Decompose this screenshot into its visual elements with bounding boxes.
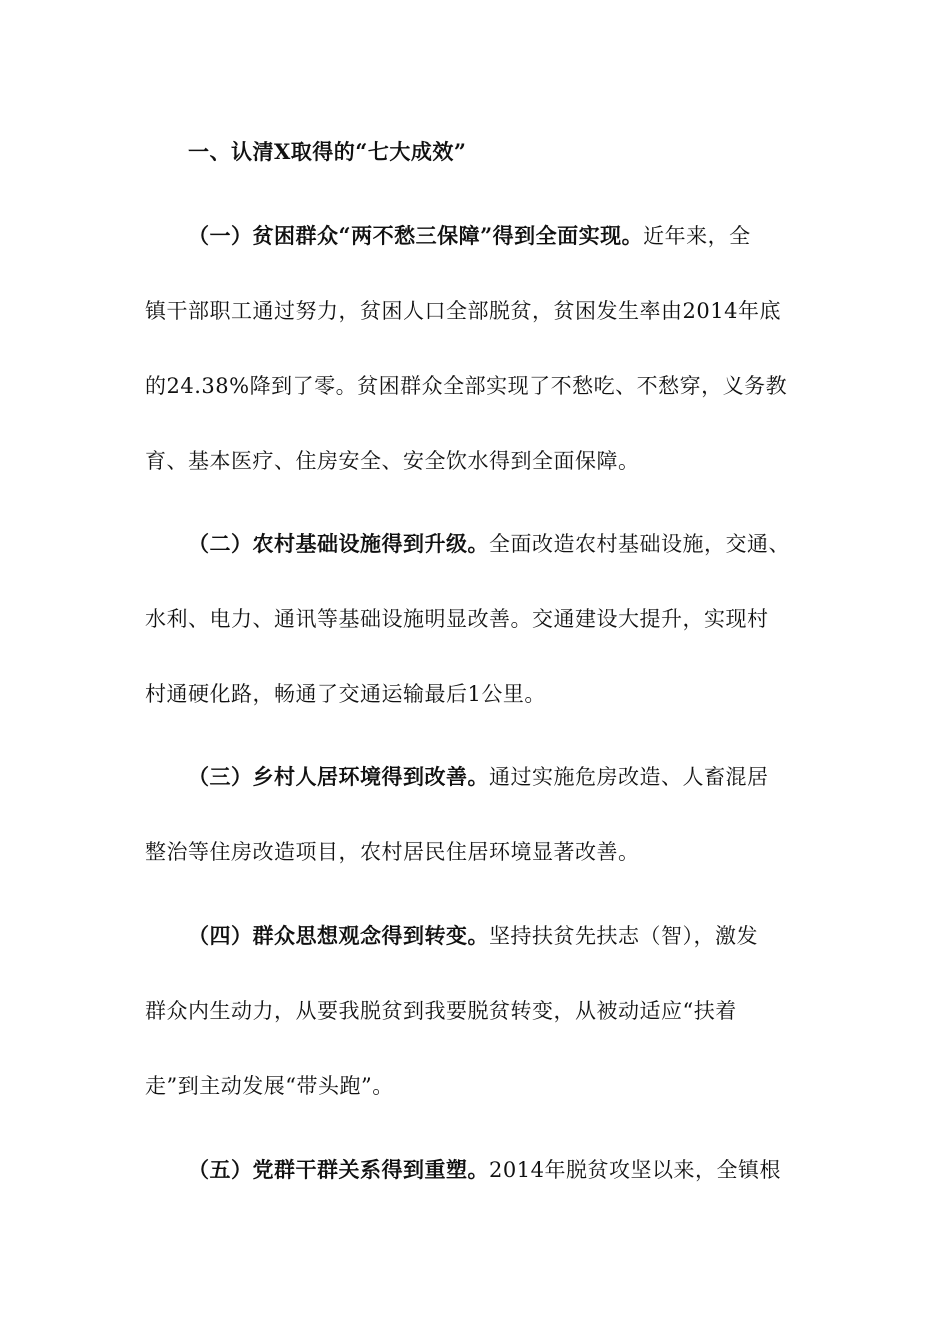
paragraph-4-line-1 (188, 922, 758, 950)
paragraph-2-text: 全面改造农村基础设施，交通、 (489, 532, 790, 556)
paragraph-2-title: （二）农村基础设施得到升级。 (188, 531, 489, 556)
paragraph-4-line-2: 群众内生动力，从要我脱贫到我要脱贫转变，从被动适应“扶着 (145, 999, 737, 1023)
paragraph-5-line-1 (188, 1156, 781, 1184)
paragraph-3-line-1 (188, 763, 769, 791)
paragraph-2-line-3: 村通硬化路，畅通了交通运输最后1公里。 (145, 682, 546, 706)
paragraph-4-text: 坚持扶贫先扶志（智），激发 (489, 924, 758, 948)
paragraph-1-line-1 (188, 222, 751, 250)
paragraph-2-line-2: 水利、电力、通讯等基础设施明显改善。交通建设大提升，实现村 (145, 607, 769, 631)
paragraph-3-text: 通过实施危房改造、人畜混居 (489, 765, 769, 789)
section-heading: 一、认清X取得的“七大成效” (188, 139, 467, 164)
paragraph-3-title: （三）乡村人居环境得到改善。 (188, 764, 489, 789)
paragraph-5-title: （五）党群干群关系得到重塑。 (188, 1157, 489, 1182)
paragraph-1-title: （一）贫困群众“两不愁三保障”得到全面实现。 (188, 223, 644, 248)
paragraph-4-title: （四）群众思想观念得到转变。 (188, 923, 489, 948)
paragraph-3-line-2: 整治等住房改造项目，农村居民住居环境显著改善。 (145, 840, 640, 864)
paragraph-1-line-2: 镇干部职工通过努力，贫困人口全部脱贫，贫困发生率由2014年底 (145, 299, 781, 323)
paragraph-2-line-1 (188, 530, 790, 558)
paragraph-4-line-3: 走”到主动发展“带头跑”。 (145, 1074, 394, 1098)
paragraph-5-text: 2014年脱贫攻坚以来，全镇根 (489, 1158, 781, 1182)
paragraph-1-line-4: 育、基本医疗、住房安全、安全饮水得到全面保障。 (145, 449, 640, 473)
paragraph-1-text: 近年来，全 (643, 224, 751, 248)
paragraph-1-line-3: 的24.38%降到了零。贫困群众全部实现了不愁吃、不愁穿，义务教 (145, 374, 788, 398)
